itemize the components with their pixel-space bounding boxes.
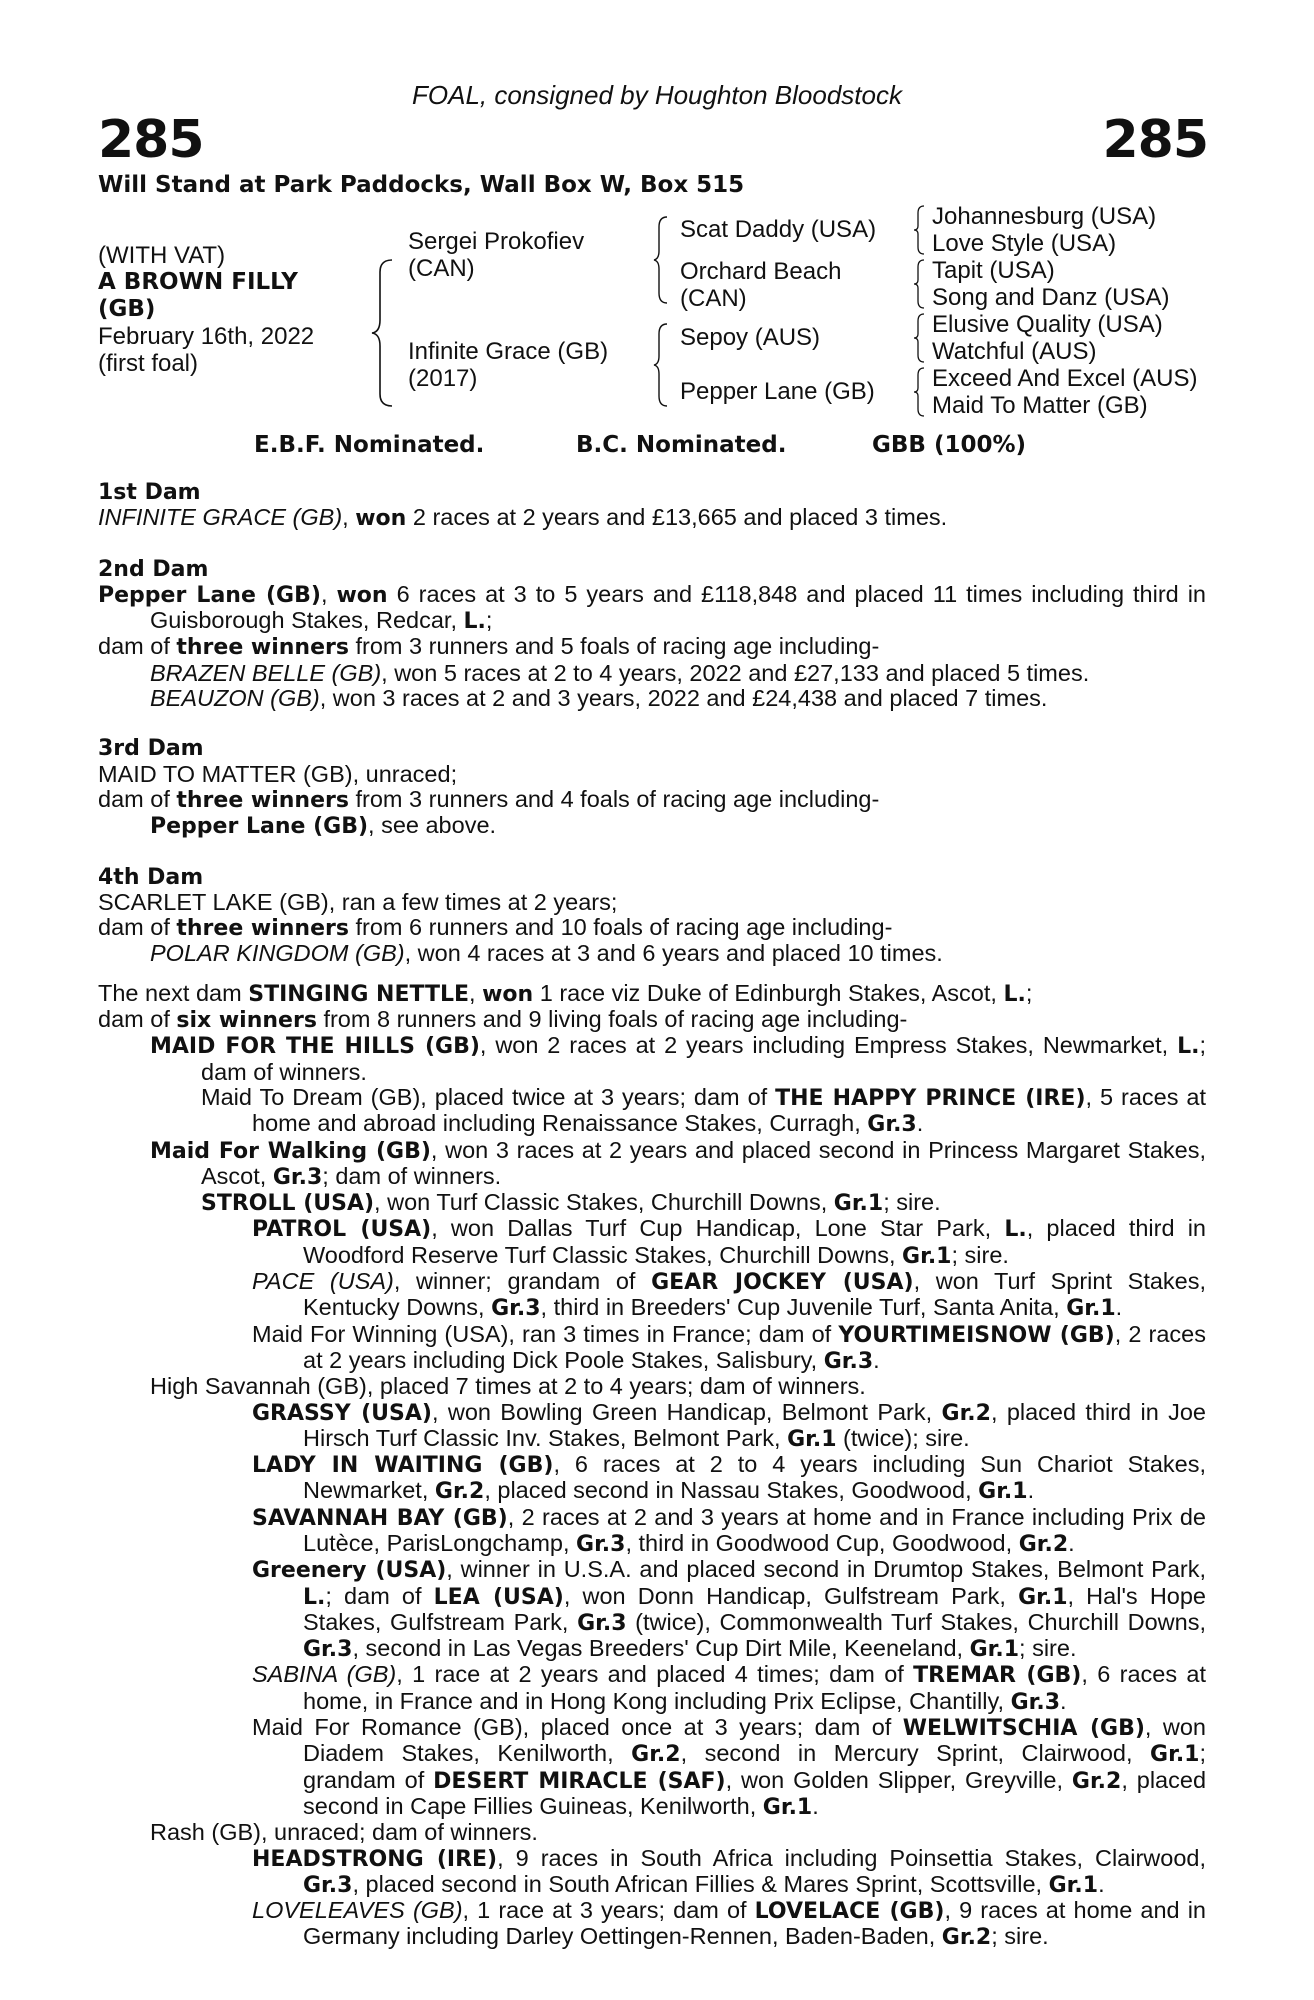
first-foal-note: (first foal) [98,350,199,377]
pedigree-brace [370,258,396,408]
grade-label: Gr.3 [272,1164,323,1190]
punct: . [1027,1477,1035,1504]
fourth-dam-produce [98,915,1206,941]
sep: , [469,979,483,1006]
produce-text: , won 4 races at 3 and 6 years and placed 10 times. [404,940,943,967]
entry-name: Maid For Walking (GB) [150,1138,431,1164]
entry-text: , 9 races at home and in Germany including Darley Oettingen-Rennen, Baden-Baden, [303,1897,1206,1950]
entry-text: , won Turf Classic Stakes, Churchill Downs, [374,1189,834,1216]
produce-text: , won 5 races at 2 to 4 years, 2022 and £27,133 and placed 5 times. [381,659,1090,686]
entry-text: ; sire. [1019,1635,1077,1662]
grade-label: Gr.1 [969,1637,1020,1663]
grade-label: Gr.3 [1010,1689,1060,1715]
entry-text: , 5 races at home and abroad including Renaissance Stakes, Curragh, [252,1083,1207,1137]
winners-count: three winners [176,635,349,661]
gen3-6: Watchful (AUS) [932,338,1097,365]
dam-of: dam of [98,914,177,941]
entry-text: , 1 race at 3 years; dam of [462,1897,755,1924]
second-dam-heading: 2nd Dam [98,556,209,582]
entry-name: LOVELEAVES (GB) [252,1897,463,1924]
gen3-brace-1 [912,204,926,256]
entry-text: , placed third in Woodford Reserve Turf Classic Stakes, Churchill Downs, [303,1215,1206,1268]
entry-text: , second in Mercury Sprint, Clairwood, [680,1740,1151,1767]
second-dam-name: Pepper Lane (GB) [98,582,321,608]
horse-origin: (GB) [98,296,156,322]
bc-nomination: B.C. Nominated. [576,432,787,458]
sire-dam-name: Orchard Beach [680,258,842,285]
entry [98,1557,1206,1662]
grade-label: Gr.1 [787,1426,837,1452]
punct: . [916,1110,924,1137]
entry-text: , winner in U.S.A. and placed second in Drumtop Stakes, Belmont Park, [446,1556,1206,1583]
stand-location: Will Stand at Park Paddocks, Wall Box W, Box 515 [98,172,745,198]
entry-text: , winner; grandam of [393,1268,652,1295]
entry-text: , won Donn Handicap, Gulfstream Park, [563,1582,1019,1609]
gen3-2: Love Style (USA) [932,230,1117,257]
entry-text: , 2 races at 2 years including Dick Poole Stakes, Salisbury, [303,1320,1206,1373]
gbb-status: GBB (100%) [872,432,1027,458]
first-dam-text: 2 races at 2 years and £13,665 and placed 3 times. [406,504,948,531]
sire-sire: Scat Daddy (USA) [680,216,877,243]
grade-label: Gr.3 [303,1637,353,1663]
ebf-nomination: E.B.F. Nominated. [254,432,485,458]
grade-label: Gr.1 [1150,1742,1200,1768]
grade-label: Gr.2 [1071,1768,1122,1794]
entry-text: , 1 race at 2 years and placed 4 times; dam of [396,1661,914,1688]
entry-name: STROLL (USA) [201,1191,375,1217]
gen3-brace-4 [912,366,926,418]
winners-count: six winners [176,1008,317,1034]
punct: . [1060,1687,1067,1714]
punct: . [1068,1529,1075,1556]
entry-text: (twice), Commonwealth Turf Stakes, Churchill Downs, [626,1608,1206,1635]
won-label: won [336,582,388,608]
entry-name: SAVANNAH BAY (GB) [252,1505,508,1531]
next-dam-record [98,981,1206,1007]
punct: . [1115,1294,1123,1321]
winners-count: three winners [176,787,349,813]
grade-label: Gr.1 [833,1191,884,1217]
grade-label: Gr.2 [1018,1531,1069,1557]
sire-name: Sergei Prokofiev [408,228,585,255]
entry-text: , won 3 races at 2 years and placed second in Princess Margaret Stakes, Ascot, [201,1136,1206,1189]
grade-label: Gr.3 [491,1296,541,1322]
dam-year: (2017) [408,365,478,392]
entry-name: PACE (USA) [252,1268,394,1295]
listed-label: L. [1004,1217,1027,1243]
entry [98,1715,1206,1820]
next-dam-produce [98,1007,1206,1033]
entry-text: , won Diadem Stakes, Kenilworth, [303,1714,1206,1767]
horse-description [98,242,314,377]
lot-number-left: 285 [98,110,204,170]
listed-label: L. [463,609,486,635]
punct: . [873,1346,880,1373]
grade-label: Gr.2 [941,1400,991,1426]
entry-text: , won 2 races at 2 years including Empress Stakes, Newmarket, [479,1032,1178,1059]
entry-text: , placed second in Cape Fillies Guineas, Kenilworth, [303,1766,1207,1819]
entry-name: GEAR JOCKEY (USA) [651,1270,914,1296]
horse-type: A BROWN FILLY [98,269,298,295]
pedigree-notes [98,480,1206,1951]
dam-brace [652,322,670,408]
entry-text: , 2 races at 2 and 3 years at home and in France including Prix de Lutèce, ParisLongchamp, [303,1503,1206,1556]
entry-text: ; dam of [325,1582,434,1609]
grade-label: Gr.3 [576,1531,626,1557]
produce-name: BRAZEN BELLE (GB) [150,659,382,686]
entry [98,1505,1206,1558]
entry [98,1033,1206,1085]
entry-text: , third in Goodwood Cup, Goodwood, [625,1529,1019,1556]
entry-name: LADY IN WAITING (GB) [252,1453,554,1479]
dam-sire: Sepoy (AUS) [680,324,821,351]
punct: . [1098,1870,1105,1897]
entry [98,1138,1206,1191]
grade-label: Gr.1 [762,1794,813,1820]
produce-line [98,813,1206,839]
grade-label: Gr.3 [303,1872,353,1898]
entry-text: ; grandam of [303,1740,1207,1793]
dam [408,338,608,392]
won-label: won [482,981,534,1007]
punct: . [812,1792,819,1819]
sep: , [342,504,356,531]
entry-text: , second in Las Vegas Breeders' Cup Dirt Mile, Keeneland, [352,1635,970,1662]
entry-name: TREMAR (GB) [913,1663,1082,1689]
gen3-5: Elusive Quality (USA) [932,311,1163,338]
dam-dam: Pepper Lane (GB) [680,378,875,405]
grade-label: Gr.2 [941,1925,992,1951]
entry [98,1216,1206,1269]
dam-of: dam of [98,1006,177,1033]
vat-note: (WITH VAT) [98,242,226,269]
first-dam-record [98,505,1206,531]
entry-text: , won Dallas Turf Cup Handicap, Lone Star Park, [431,1215,1005,1242]
first-dam-heading: 1st Dam [98,480,201,505]
spacer [98,967,1206,981]
entry-text: ; dam of winners. [322,1162,502,1189]
produce-line [98,661,1206,686]
grade-label: Gr.1 [978,1479,1028,1505]
produce-text: from 6 runners and 10 foals of racing age including- [348,914,893,941]
gen3-3: Tapit (USA) [932,257,1055,284]
gen3-brace-2 [912,258,926,310]
entry-name: PATROL (USA) [252,1217,432,1243]
entry-name: DESERT MIRACLE (SAF) [433,1768,726,1794]
produce-text: from 3 runners and 4 foals of racing age including- [348,785,880,812]
text: 1 race viz Duke of Edinburgh Stakes, Ascot, [533,979,1004,1006]
entry-text: , won Bowling Green Handicap, Belmont Park, [431,1398,942,1425]
entry-text: , 6 races at 2 to 4 years including Sun Chariot Stakes, Newmarket, [303,1451,1206,1504]
entry [98,1898,1206,1951]
entry-name: GRASSY (USA) [252,1400,432,1426]
dam-of: dam of [98,633,177,660]
produce-name: BEAUZON (GB) [150,685,320,712]
entry [98,1662,1206,1715]
grade-label: Gr.1 [1066,1296,1116,1322]
next-dam-name: STINGING NETTLE [248,981,470,1007]
winners-count: three winners [176,916,349,942]
dam-of: dam of [98,785,177,812]
grade-label: Gr.1 [1018,1584,1068,1610]
entry [98,1322,1206,1375]
grade-label: Gr.2 [631,1742,681,1768]
entry-text: , third in Breeders' Cup Juvenile Turf, Santa Anita, [540,1294,1067,1321]
grade-label: Gr.3 [823,1348,874,1374]
gen3-7: Exceed And Excel (AUS) [932,365,1198,392]
produce-line [98,686,1206,711]
produce-text: from 8 runners and 9 living foals of racing age including- [316,1006,908,1033]
grade-label: Gr.1 [1048,1872,1099,1898]
gen3-8: Maid To Matter (GB) [932,392,1148,419]
produce-line [98,941,1206,966]
entry [98,1846,1206,1899]
sire-dam-country: (CAN) [680,285,747,312]
entry [98,1452,1206,1505]
third-dam-produce [98,787,1206,813]
fourth-dam-record: SCARLET LAKE (GB), ran a few times at 2 years; [98,888,618,915]
entry-text: Maid To Dream (GB), placed twice at 3 years; dam of [201,1083,776,1110]
entry-name: MAID FOR THE HILLS (GB) [150,1034,480,1060]
entry-text: (twice); sire. [836,1424,970,1451]
entry-name: THE HAPPY PRINCE (IRE) [775,1085,1086,1111]
entry [98,1085,1206,1138]
second-dam-record [98,582,1206,635]
entry-text: , placed second in Nassau Stakes, Goodwood, [484,1477,979,1504]
produce-text: , won 3 races at 2 and 3 years, 2022 and £24,438 and placed 7 times. [319,685,1048,712]
gen3-1: Johannesburg (USA) [932,203,1157,230]
entry [98,1269,1206,1322]
sep: , [320,580,337,607]
listed-label: L. [1003,981,1026,1007]
entry: High Savannah (GB), placed 7 times at 2 to 4 years; dam of winners. [150,1373,866,1400]
listed-label: L. [303,1584,326,1610]
sire-country: (CAN) [408,255,475,282]
entry-name: Greenery (USA) [252,1558,447,1584]
entry [98,1190,1206,1216]
listed-label: L. [1177,1034,1200,1060]
dam-name: Infinite Grace (GB) [408,338,609,365]
grade-label: Gr.1 [902,1243,952,1269]
entry-text: , placed third in Joe Hirsch Turf Classic Inv. Stakes, Belmont Park, [303,1398,1206,1451]
entry-text: Maid For Romance (GB), placed once at 3 years; dam of [252,1714,903,1741]
entry-name: WELWITSCHIA (GB) [902,1716,1145,1742]
punct: ; [1025,979,1033,1006]
produce-text: from 3 runners and 5 foals of racing age including- [348,633,880,660]
entry [98,1400,1206,1453]
entry-name: YOURTIMEISNOW (GB) [838,1322,1115,1348]
sire [408,228,584,282]
produce-name: Pepper Lane (GB) [150,814,369,840]
third-dam-record: MAID TO MATTER (GB), unraced; [98,760,458,787]
entry-name: LOVELACE (GB) [754,1899,945,1925]
grade-label: Gr.3 [577,1610,627,1636]
second-dam-produce [98,634,1206,660]
entry-text: , won Turf Sprint Stakes, Kentucky Downs, [303,1268,1207,1321]
produce-text: , see above. [368,812,497,839]
gen3-brace-3 [912,312,926,364]
entry-text: ; sire. [883,1189,941,1216]
entry-name: SABINA (GB) [252,1661,397,1688]
gen3-4: Song and Danz (USA) [932,284,1170,311]
entry-text: , 9 races in South Africa including Poinsettia Stakes, Clairwood, [497,1844,1206,1871]
grade-label: Gr.3 [867,1112,917,1138]
consignor-line: FOAL, consigned by Houghton Bloodstock [412,80,902,110]
fourth-dam-heading: 4th Dam [98,864,204,890]
text: The next dam [98,979,249,1006]
entry-name: HEADSTRONG (IRE) [252,1846,498,1872]
second-dam-text: 6 races at 3 to 5 years and £118,848 and placed 11 times including third in Guisborough Stakes, Redcar, [150,580,1207,634]
entry-text: ; sire. [991,1923,1049,1950]
sire-brace [652,215,670,305]
entry-text: , Hal's Hope Stakes, Gulfstream Park, [303,1582,1206,1635]
sire-dam [680,258,841,312]
entry-text: ; sire. [951,1241,1009,1268]
entry: Rash (GB), unraced; dam of winners. [150,1819,538,1846]
won-label: won [355,506,407,532]
first-dam-name: INFINITE GRACE (GB) [98,504,343,531]
grade-label: Gr.2 [434,1479,485,1505]
entry-text: Maid For Winning (USA), ran 3 times in France; dam of [252,1320,839,1347]
punct: ; [485,607,493,634]
entry-name: LEA (USA) [433,1584,564,1610]
foaling-date: February 16th, 2022 [98,323,315,350]
lot-number-right: 285 [1102,110,1208,170]
entry-text: , 6 races at home, in France and in Hong Kong including Prix Eclipse, Chantilly, [303,1661,1207,1714]
produce-name: POLAR KINGDOM (GB) [150,940,405,967]
third-dam-heading: 3rd Dam [98,736,204,762]
entry-text: , won Golden Slipper, Greyville, [725,1766,1072,1793]
entry-text: , placed second in South African Fillies & Mares Sprint, Scottsville, [352,1870,1049,1897]
entry-text: ; dam of winners. [201,1032,1206,1085]
